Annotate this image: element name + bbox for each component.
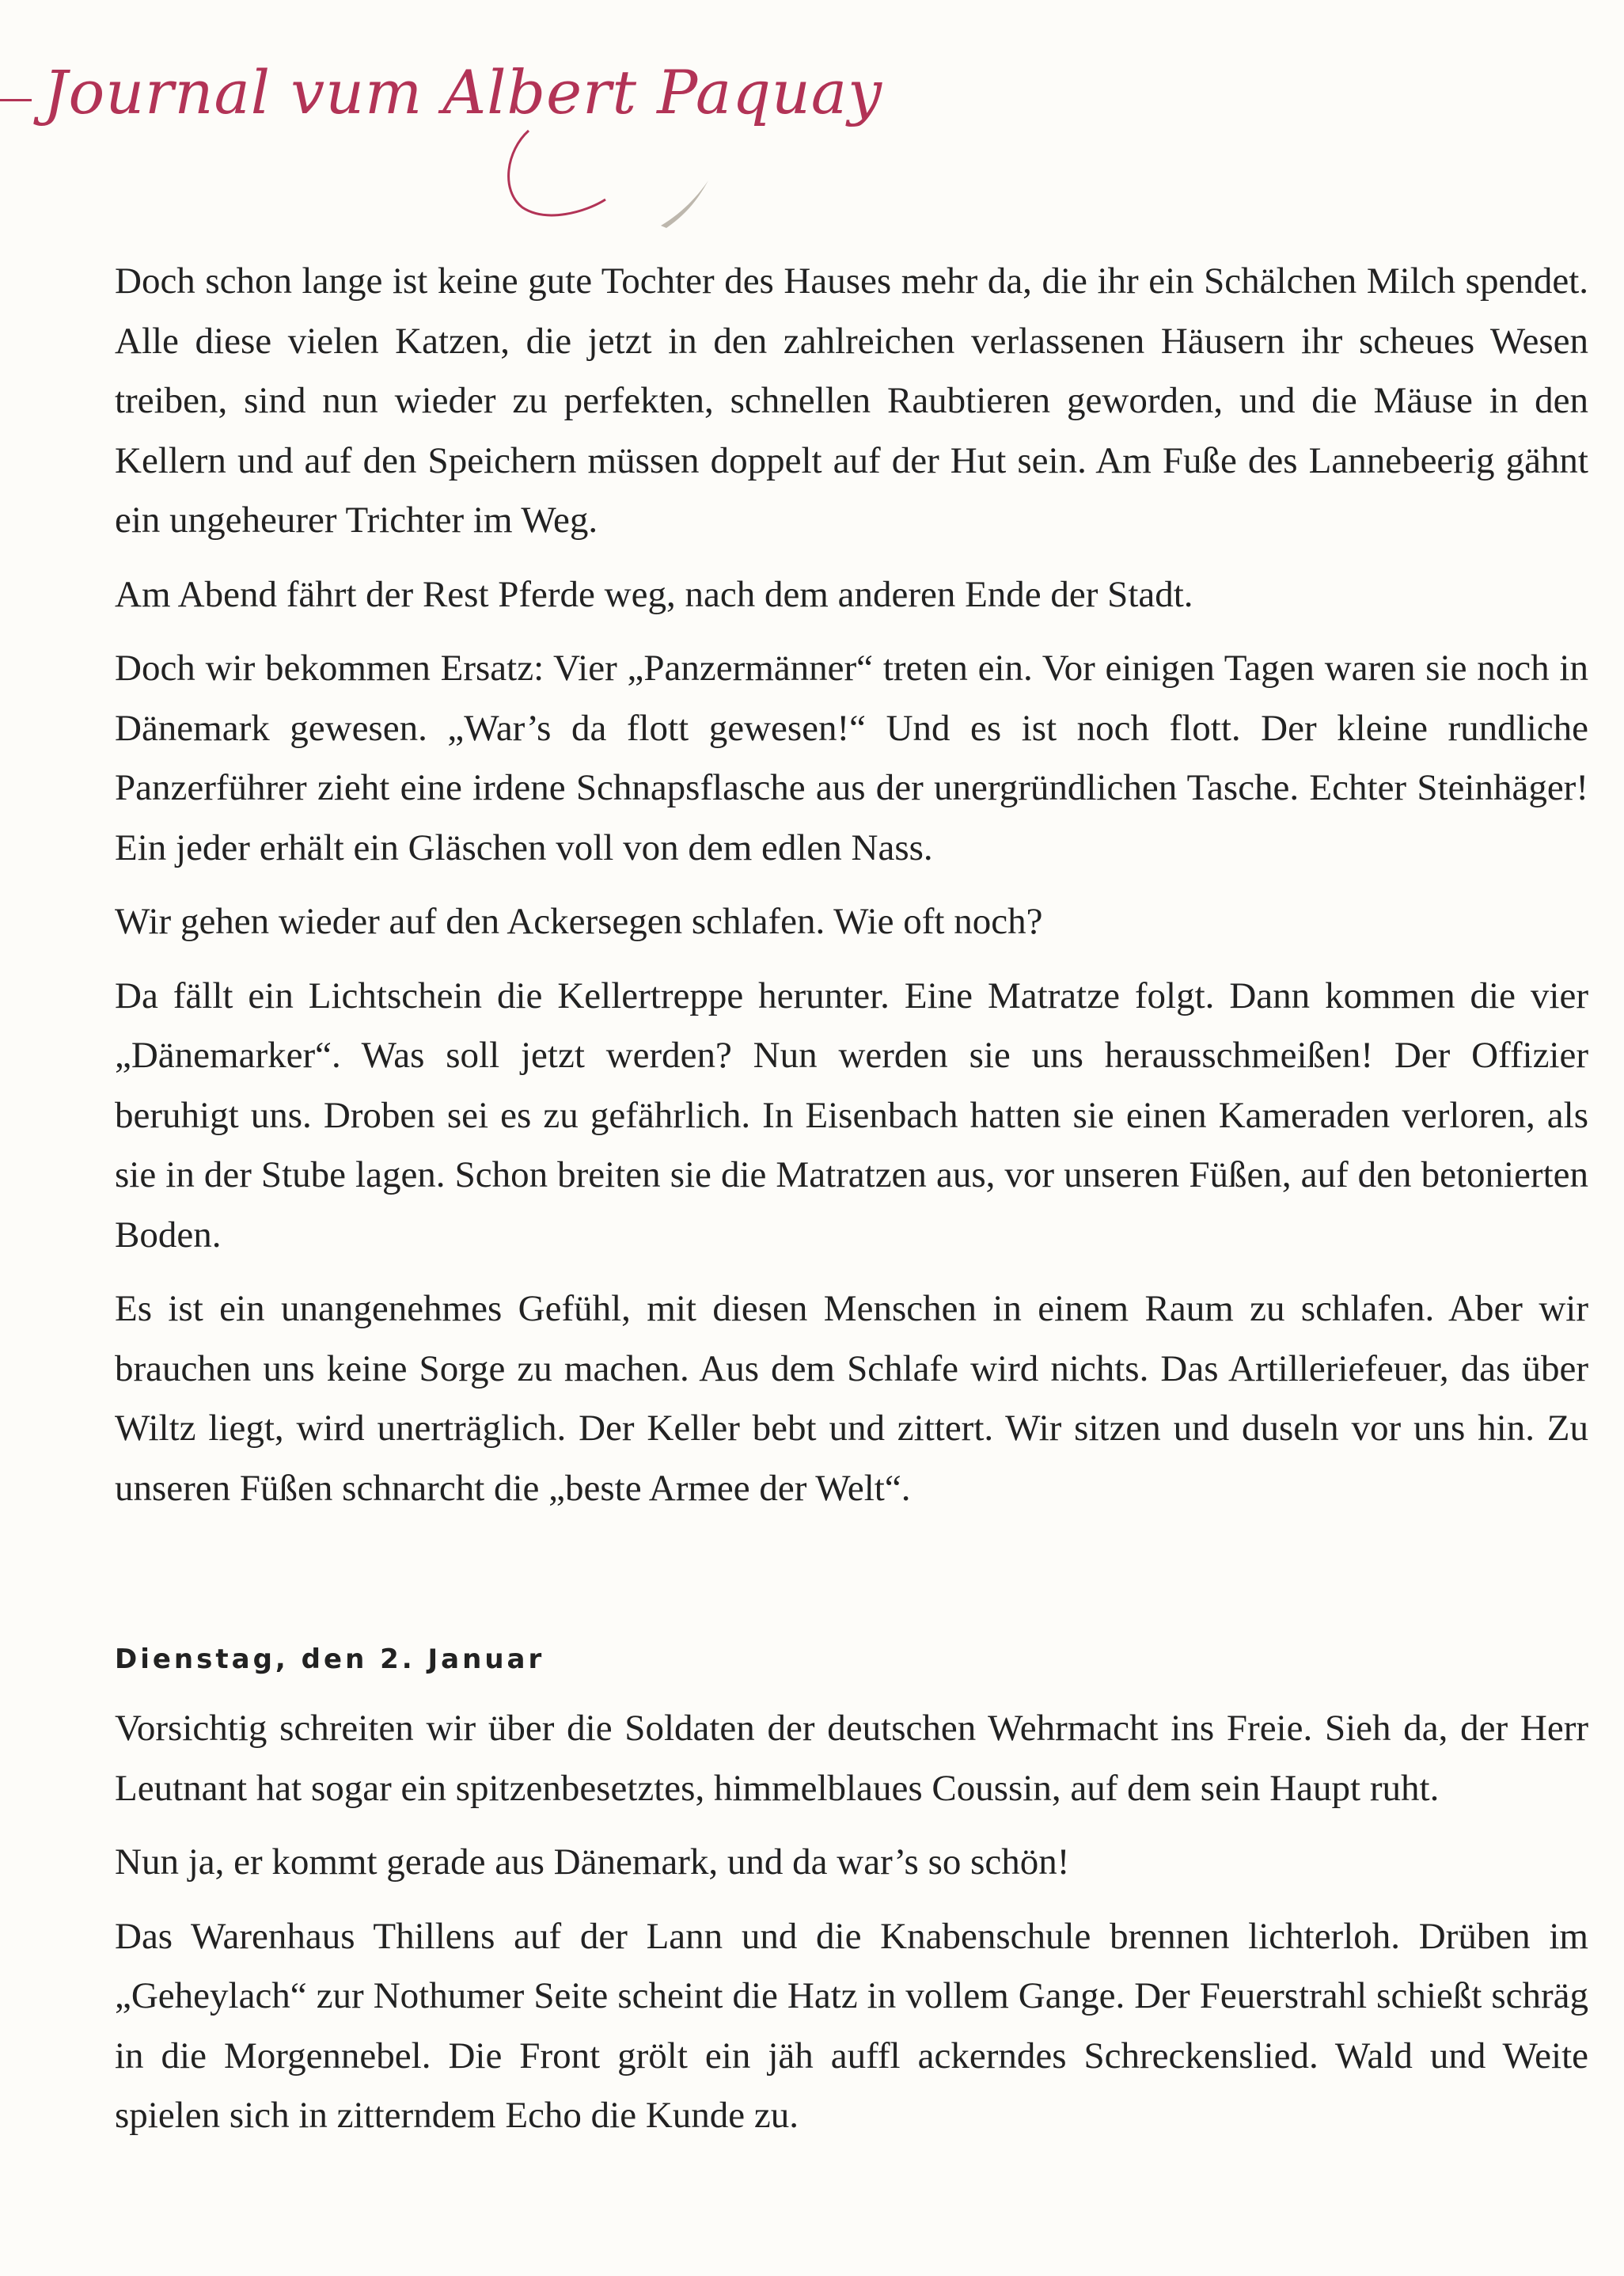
paragraph-daenemark: Nun ja, er kommt gerade aus Dänemark, und da war’s so schön! <box>115 1841 1070 1883</box>
flourish-leaf <box>661 180 708 228</box>
paragraph-panzermaenner: Doch wir bekommen Ersatz: Vier „Panzermänner“ treten ein. Vor einigen Tagen waren sie noch in Dänemark gewesen. „War’s da flott gewesen!“ Und es ist noch flott. Der kleine rundliche Panzerführer zieht eine irdene Schnapsflasche aus der unergründlichen Tasche. Echter Steinhäger! Ein jeder erhält ein Gläschen voll von dem edlen Nass. <box>115 648 1588 868</box>
paragraph-katzen: Doch schon lange ist keine gute Tochter des Hauses mehr da, die ihr ein Schälchen Milch spendet. Alle diese vielen Katzen, die jetzt in den zahlreichen verlassenen Häusern ihr scheues Wesen treiben, sind nun wieder zu perfekten, schnellen Raubtieren geworden, und die Mäuse in den Kellern und auf den Speichern müssen doppelt auf der Hut sein. Am Fuße des Lannebeerig gähnt ein ungeheurer Trichter im Weg. <box>115 260 1588 541</box>
paragraph-pferde: Am Abend fährt der Rest Pferde weg, nach dem anderen Ende der Stadt. <box>115 573 1193 615</box>
paragraph-kellertreppe: Da fällt ein Lichtschein die Kellertreppe herunter. Eine Matratze folgt. Dann kommen die vier „Dänemarker“. Was soll jetzt werden? Nun werden sie uns herausschmeißen! Der Offizier beruhigt uns. Droben sei es zu gefährlich. In Eisenbach hatten sie einen Kameraden verloren, als sie in der Stube lagen. Schon breiten sie die Matratzen aus, vor unseren Füßen, auf den betonierten Boden. <box>115 975 1588 1256</box>
paragraph-artilleriefeuer: Es ist ein unangenehmes Gefühl, mit diesen Menschen in einem Raum zu schlafen. Aber wir brauchen uns keine Sorge zu machen. Aus dem Schlafe wird nichts. Das Artilleriefeuer, das über Wiltz liegt, wird unerträglich. Der Keller bebt und zittert. Wir sitzen und duseln vor uns hin. Zu unseren Füßen schnarcht die „beste Armee der Welt“. <box>115 1288 1588 1509</box>
flourish-curve <box>509 131 605 215</box>
title-flourish <box>0 0 1624 253</box>
date-heading: Dienstag, den 2. Januar <box>115 1643 545 1675</box>
paragraph-warenhaus: Das Warenhaus Thillens auf der Lann und die Knabenschule brennen lichterloh. Drüben im „Geheylach“ zur Nothumer Seite scheint die Hatz in vollem Gange. Der Feuerstrahl schießt schräg in die Morgennebel. Die Front grölt ein jäh auffl ackerndes Schreckenslied. Wald und Weite spielen sich in zitterndem Echo die Kunde zu. <box>115 1915 1588 2136</box>
journal-title: Journal vum Albert Paquay <box>44 57 883 127</box>
paragraph-wehrmacht: Vorsichtig schreiten wir über die Soldaten der deutschen Wehrmacht ins Freie. Sieh da, der Herr Leutnant hat sogar ein spitzenbesetztes, himmelblaues Coussin, auf dem sein Haupt ruht. <box>115 1708 1588 1809</box>
journal-page-text <box>115 252 1588 2160</box>
paragraph-ackersegen: Wir gehen wieder auf den Ackersegen schlafen. Wie oft noch? <box>115 901 1043 942</box>
